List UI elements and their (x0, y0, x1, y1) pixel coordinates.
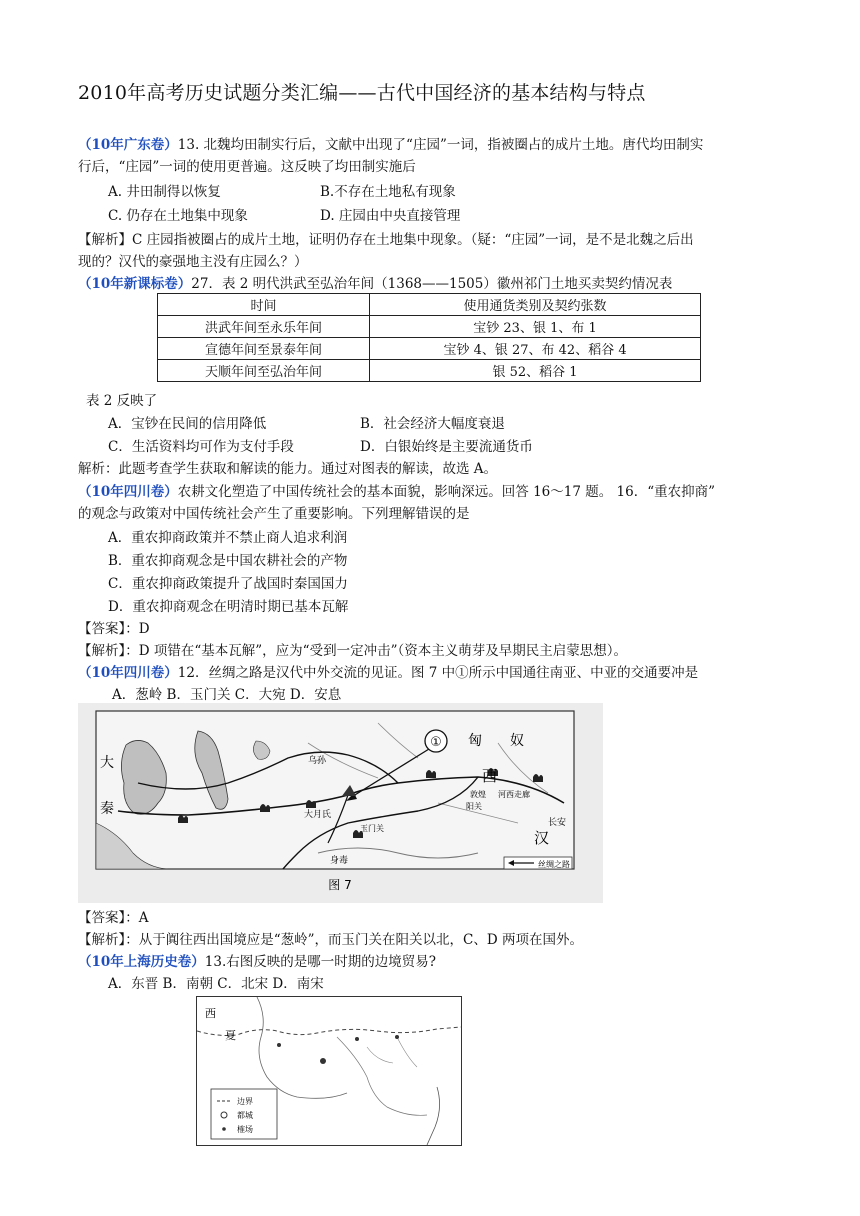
q2-line1: （10年新课标卷）27．表 2 明代洪武至弘治年间（1368——1505）徽州祁门土地买卖契约情况表 (78, 276, 673, 292)
q1-line2: 行后，“庄园”一词的使用更普遍。这反映了均田制实施后 (78, 159, 416, 175)
q3-answer: 【答案】：D (78, 621, 150, 637)
contract-table (157, 293, 701, 382)
q3-option-d: D．重农抑商观念在明清时期已基本瓦解 (108, 599, 349, 615)
map-label-da: 大 (100, 755, 114, 771)
map-label-dunhuang: 敦煌 (470, 790, 486, 799)
q2-option-c: C．生活资料均可作为支付手段 (108, 439, 294, 455)
table-header-row (158, 294, 701, 316)
q3-line1: （10年四川卷）农耕文化塑造了中国传统社会的基本面貌，影响深远。回答 16～17 题。 16．“重农抑商” (78, 484, 716, 500)
q1-analysis-line2: 现的？汉代的豪强地主没有庄园么？） (78, 254, 308, 270)
table-cell: 宣德年间至景泰年间 (158, 338, 370, 360)
map-label-xiongnu-2: 奴 (510, 733, 524, 749)
map-label-yumen: 玉门关 (360, 824, 384, 833)
table-cell: 宝钞 4、银 27、布 42、稻谷 4 (370, 338, 701, 360)
map2-label-xia: 夏 (225, 1029, 236, 1042)
q1-option-d: D. 庄园由中央直接管理 (320, 208, 461, 224)
map-label-qin: 秦 (100, 801, 114, 817)
q3-line2: 的观念与政策对中国传统社会产生了重要影响。下列理解错误的是 (78, 506, 470, 522)
q1-source: （10年广东卷） (78, 137, 178, 153)
map-caption: 图 7 (328, 878, 352, 892)
q3-option-b: B．重农抑商观念是中国农耕社会的产物 (108, 553, 348, 569)
table-row (158, 360, 701, 382)
q4-answer: 【答案】：A (78, 910, 149, 926)
q4-analysis: 【解析】：从于阗往西出国境应是“葱岭”，而玉门关在阳关以北，C、D 两项在国外。 (78, 932, 583, 948)
map-label-yangguan: 阳关 (466, 802, 482, 811)
map-label-changan: 长安 (548, 818, 567, 828)
map-marker-label: ① (430, 735, 442, 750)
map-label-yuezhi: 大月氏 (304, 810, 332, 820)
q5-source: （10年上海历史卷） (78, 954, 205, 970)
map2-legend-border: 边界 (237, 1097, 253, 1106)
q4-line1: （10年四川卷）12．丝绸之路是汉代中外交流的见证。图 7 中①所示中国通往南亚、中亚的交通要冲是 (78, 665, 699, 681)
q2-source: （10年新课标卷） (78, 276, 192, 292)
q5-options: A．东晋 B．南朝 C．北宋 D．南宋 (108, 976, 324, 992)
q3-source: （10年四川卷） (78, 484, 178, 500)
q3-analysis: 【解析】：D 项错在“基本瓦解”，应为“受到一定冲击”（资本主义萌芽及早期民主启蒙思想）。 (78, 643, 627, 659)
q1-option-a: A. 井田制得以恢复 (108, 184, 221, 200)
q2-option-b: B．社会经济大幅度衰退 (360, 416, 505, 432)
q4-source: （10年四川卷） (78, 665, 178, 681)
map-label-han: 汉 (534, 829, 550, 847)
map-label-xi: 西 (482, 767, 498, 785)
q2-option-d: D．白银始终是主要流通货币 (360, 439, 533, 455)
q1-option-c: C. 仍存在土地集中现象 (108, 208, 248, 224)
border-trade-map (196, 996, 462, 1146)
q1-analysis-line1: 【解析】C 庄园指被圈占的成片土地，证明仍存在土地集中现象。（疑：“庄园”一词，是不是北魏之后出 (78, 232, 694, 248)
q4-options: A．葱岭 B．玉门关 C．大宛 D．安息 (112, 687, 342, 703)
table-cell: 天顺年间至弘治年间 (158, 360, 370, 382)
q5-line1: （10年上海历史卷）13.右图反映的是哪一时期的边境贸易? (78, 954, 437, 970)
map-label-xiongnu-1: 匈 (468, 733, 482, 749)
table-cell: 宝钞 23、银 1、布 1 (370, 316, 701, 338)
q2-analysis: 解析：此题考查学生获取和解读的能力。通过对图表的解读，故选 A。 (78, 461, 498, 477)
silk-road-map (78, 703, 603, 903)
map-legend-label: 丝绸之路 (538, 860, 570, 869)
map2-legend-market: 榷场 (237, 1125, 253, 1134)
map-label-hexi: 河西走廊 (498, 790, 530, 799)
q1-line1: （10年广东卷）13. 北魏均田制实行后，文献中出现了“庄园”一词，指被圈占的成片土地。唐代均田制实 (78, 137, 704, 153)
table-header: 使用通货类别及契约张数 (370, 294, 701, 316)
border-trade-map-svg (197, 997, 461, 1145)
table-cell: 银 52、稻谷 1 (370, 360, 701, 382)
silk-road-map-svg (78, 703, 603, 903)
q3-option-a: A．重农抑商政策并不禁止商人追求利润 (108, 530, 348, 546)
q2-option-a: A．宝钞在民间的信用降低 (108, 416, 267, 432)
table-header: 时间 (158, 294, 370, 316)
q3-option-c: C．重农抑商政策提升了战国时秦国国力 (108, 576, 348, 592)
q2-after-table: 表 2 反映了 (86, 393, 158, 409)
page-title: 2010年高考历史试题分类汇编——古代中国经济的基本结构与特点 (78, 82, 646, 104)
map2-legend-capital: 都城 (237, 1111, 253, 1120)
table-cell: 洪武年间至永乐年间 (158, 316, 370, 338)
q1-option-b: B.不存在土地私有现象 (320, 184, 456, 200)
table-row (158, 338, 701, 360)
map2-label-xi: 西 (205, 1007, 216, 1020)
table-row (158, 316, 701, 338)
map-label-shendu: 身毒 (330, 856, 349, 866)
map-label-wusun: 乌孙 (308, 756, 327, 766)
